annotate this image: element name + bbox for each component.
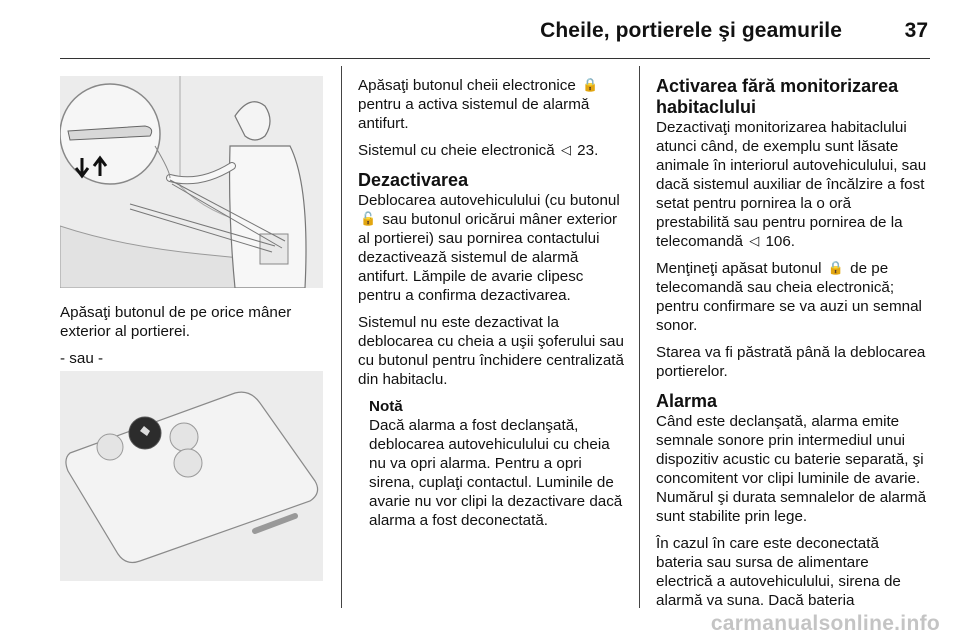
paragraph-battery: În cazul în care este deconectată bateria sau sursa de alimentare electrică a autovehiculului, sirena de alarmă va suna. Dacă bateria (656, 535, 901, 609)
heading-no-monitoring: Activarea fără monitorizarea habitaclului (656, 76, 899, 117)
lock-icon: 🔒 (582, 77, 599, 92)
key-card-drawing (60, 371, 323, 581)
paragraph-not-deactivated: Sistemul nu este dezactivat la deblocarea cu cheia a uşii şoferului sau cu butonul pentru închidere centralizată din habitaclu. (358, 314, 624, 388)
column-divider-1 (341, 66, 342, 608)
header-rule (60, 58, 930, 59)
right-column (656, 76, 928, 618)
page-reference-icon: ◁ (560, 142, 571, 157)
paragraph-hold-button: Menţineţi apăsat butonul 🔒 de pe telecomandă sau cheia electronică; pentru confirmare se va auzi un semnal sonor. (656, 260, 922, 334)
middle-column (358, 76, 630, 530)
lock-icon: 🔒 (827, 260, 844, 275)
electronic-key-illustration (60, 371, 323, 581)
paragraph-no-monitoring: Dezactivaţi monitorizarea habitaclului atunci când, de exemplu sunt lăsate animale în interiorul autovehiculului, sau dacă sistemul auxiliar de încălzire a fost setat pentru pornirea la o oră prestabilită sau pentru pornirea de la telecomandă ◁ 106. (656, 119, 927, 250)
note-title: Notă (369, 398, 403, 415)
paragraph-alarm: Când este declanşată, alarma emite semnale sonore prin intermediul unui dispozitiv acustic cu baterie separată, şi concomitent vor clipi luminile de avarie. Numărul şi durata semnalelor de alarmă sunt stabilite prin lege. (656, 413, 927, 525)
page-reference-icon: ◁ (749, 233, 760, 248)
caption-or: - sau - (60, 350, 104, 367)
door-handle-drawing (60, 76, 323, 288)
paragraph-activate-alarm: Apăsaţi butonul cheii electronice 🔒 pentru a activa sistemul de alarmă antifurt. (358, 77, 599, 132)
watermark: carmanualsonline.info (710, 612, 940, 635)
paragraph-state-kept: Starea va fi păstrată până la deblocarea portierelor. (656, 344, 926, 380)
page-number: 37 (904, 19, 928, 42)
unlock-icon: 🔓 (360, 211, 377, 226)
door-handle-illustration (60, 76, 323, 288)
heading-deactivate: Dezactivarea (358, 170, 469, 190)
heading-alarm: Alarma (656, 391, 718, 411)
header-title: Cheile, portierele şi geamurile (540, 19, 842, 42)
page-header (0, 0, 960, 58)
paragraph-key-system: Sistemul cu cheie electronică ◁ 23. (358, 142, 599, 159)
paragraph-deactivate: Deblocarea autovehiculului (cu butonul 🔓 sau butonul oricărui mâner exterior al portierei) sau pornirea contactului dezactivează sistemul de alarmă antifurt. Lămpile de avarie clipesc pentru a confirma dezactivarea. (358, 192, 620, 304)
column-divider-2 (639, 66, 640, 608)
note-text: Dacă alarma a fost declanşată, deblocarea autovehiculului cu cheia nu va opri alarma. Pentru a opri sirena, cuplaţi contactul. Luminile de avarie nu vor clipi la dezactivare dacă alarma a fost deconectată. (369, 417, 623, 529)
left-caption (60, 303, 322, 368)
note-block (358, 397, 630, 530)
caption-door-button: Apăsaţi butonul de pe orice mâner exterior al portierei. (60, 304, 292, 340)
